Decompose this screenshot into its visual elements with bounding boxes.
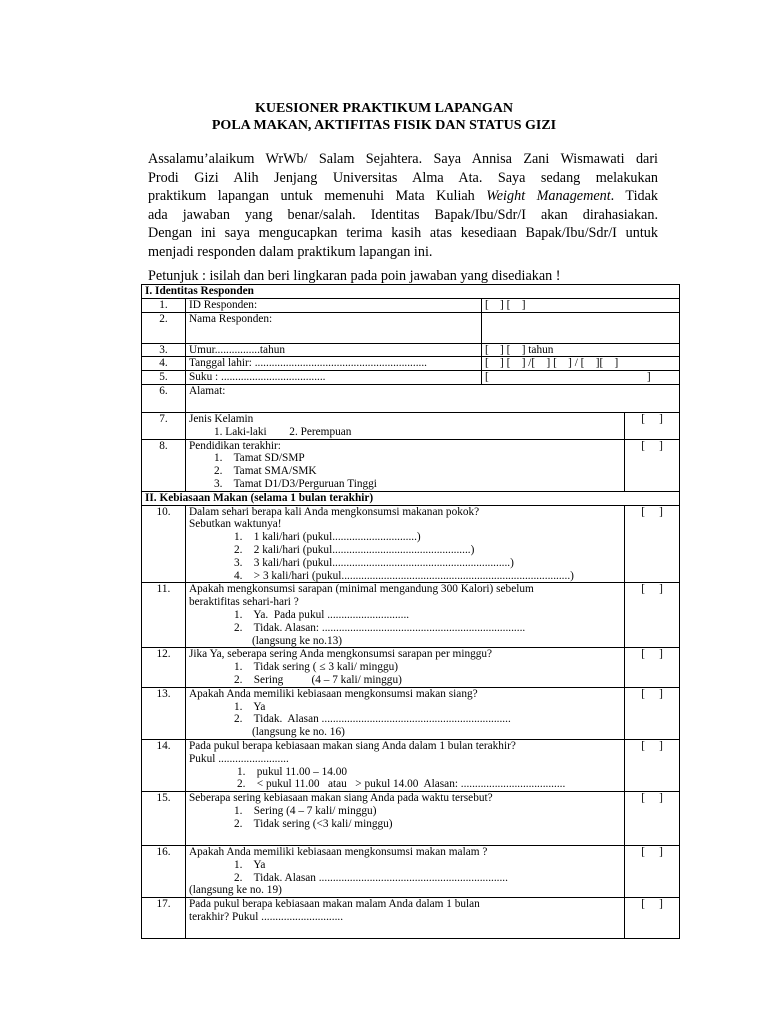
answer-option: 4. > 3 kali/hari (pukul.................................................................................) — [234, 569, 574, 582]
question-cell — [186, 846, 625, 898]
row-number: 3. — [142, 343, 186, 357]
answer-box[interactable]: [ ] — [625, 648, 680, 687]
answer-option: 1. Tidak sering ( ≤ 3 kali/ minggu) — [234, 661, 399, 674]
table-row — [142, 583, 680, 648]
section-eating-title: II. Kebiasaan Makan (selama 1 bulan terakhir) — [142, 491, 680, 505]
question-text: Jenis Kelamin — [189, 412, 254, 425]
question-text: Pada pukul berapa kebiasaan makan malam Anda dalam 1 bulan — [189, 898, 480, 911]
intro-line: praktikum lapangan untuk memenuhi Mata Kuliah Weight Management. Tidak — [148, 188, 659, 205]
question-text: Dalam sehari berapa kali Anda mengkonsumsi makanan pokok? — [189, 505, 480, 518]
question-cell — [186, 792, 625, 846]
table-row — [142, 898, 680, 939]
section-identity-title: I. Identitas Responden — [142, 285, 680, 299]
row-number: 16. — [142, 846, 186, 898]
intro-paragraph — [148, 150, 658, 262]
row-number: 5. — [142, 371, 186, 385]
question-text: beraktifitas sehari-hari ? — [189, 596, 299, 609]
question-text: Pukul ......................... — [189, 752, 289, 765]
answer-box[interactable]: [ ] — [625, 846, 680, 898]
row-number: 13. — [142, 687, 186, 739]
intro-line: Assalamu’alaikum WrWb/ Salam Sejahtera. Saya Annisa Zani Wismawati dari — [148, 151, 658, 167]
answer-option: 1. Ya — [234, 858, 266, 871]
question-text: Apakah Anda memiliki kebiasaan mengkonsumsi makan malam ? — [189, 846, 488, 859]
question-cell — [186, 505, 625, 583]
table-row — [142, 648, 680, 687]
answer-option: 2. 2 kali/hari (pukul.................................................) — [234, 543, 475, 556]
answer-box[interactable]: [ ] — [625, 439, 680, 491]
answer-option: 1. Tamat SD/SMP — [214, 452, 305, 465]
answer-box[interactable]: [ ] — [625, 583, 680, 648]
row-number: 6. — [142, 384, 186, 412]
question-text: terakhir? Pukul ............................. — [189, 911, 344, 924]
table-row — [142, 792, 680, 846]
field-label: Umur................tahun — [186, 343, 482, 357]
intro-line: Prodi Gizi Alih Jenjang Universitas Alma Ata. Saya sedang melakukan — [148, 169, 658, 186]
answer-option: 1. 1 kali/hari (pukul..............................) — [234, 531, 421, 544]
row-number: 1. — [142, 298, 186, 312]
row-number: 7. — [142, 412, 186, 439]
answer-option: 3. 3 kali/hari (pukul...............................................................) — [234, 556, 514, 569]
row-number: 10. — [142, 505, 186, 583]
question-text: Jika Ya, seberapa sering Anda mengkonsumsi sarapan per minggu? — [189, 648, 493, 661]
answer-box[interactable]: [ ] — [625, 792, 680, 846]
table-row — [142, 357, 680, 371]
answer-box[interactable]: [ ] — [625, 412, 680, 439]
nama-responden-field[interactable] — [482, 312, 680, 343]
answer-option: 2. Tidak. Alasan: ........................................................................ — [234, 621, 526, 634]
question-text: Apakah Anda memiliki kebiasaan mengkonsumsi makan siang? — [189, 687, 478, 700]
section-header — [142, 491, 680, 505]
table-row — [142, 343, 680, 357]
answer-option: 2. Tidak. Alasan ................................................................... — [234, 871, 508, 884]
question-cell — [186, 687, 625, 739]
answer-option: 2. < pukul 11.00 atau > pukul 14.00 Alasan: ..................................... — [237, 778, 566, 791]
id-responden-field[interactable]: [ ] [ ] — [482, 298, 680, 312]
answer-option: 2. Sering (4 – 7 kali/ minggu) — [234, 673, 402, 686]
intro-line: menjadi responden dalam praktikum lapangan ini. — [148, 243, 433, 260]
questionnaire-subtitle: POLA MAKAN, AKTIFITAS FISIK DAN STATUS GIZI — [211, 118, 557, 133]
question-text: Apakah mengkonsumsi sarapan (minimal mengandung 300 Kalori) sebelum — [189, 583, 534, 596]
table-row — [142, 739, 680, 791]
answer-option: 1. pukul 11.00 – 14.00 — [237, 765, 348, 778]
question-text: Pada pukul berapa kebiasaan makan siang Anda dalam 1 bulan terakhir? — [189, 739, 516, 752]
question-text: Seberapa sering kebiasaan makan siang Anda pada waktu tersebut? — [189, 792, 493, 805]
answer-option: 1. Sering (4 – 7 kali/ minggu) — [234, 804, 377, 817]
question-text: Pendidikan terakhir: — [189, 439, 281, 452]
skip-note: (langsung ke no.13) — [252, 634, 343, 647]
question-cell — [186, 583, 625, 648]
table-row — [142, 412, 680, 439]
row-number: 4. — [142, 357, 186, 371]
row-number: 11. — [142, 583, 186, 648]
intro-line: ada jawaban yang benar/salah. Identitas Bapak/Ibu/Sdr/I akan dirahasiakan. — [148, 206, 658, 223]
course-name: Weight Management — [486, 188, 611, 205]
answer-option: 2. Tidak. Alasan ................................................................... — [234, 713, 511, 726]
question-cell — [186, 439, 625, 491]
table-row — [142, 439, 680, 491]
question-cell — [186, 898, 625, 939]
suku-field[interactable]: [ ] — [482, 371, 680, 385]
table-row — [142, 371, 680, 385]
answer-option: 2. Tamat SMA/SMK — [214, 465, 317, 478]
answer-box[interactable]: [ ] — [625, 739, 680, 791]
answer-option: 3. Tamat D1/D3/Perguruan Tinggi — [214, 477, 377, 490]
question-cell — [186, 648, 625, 687]
question-cell — [186, 739, 625, 791]
table-row — [142, 312, 680, 343]
question-text: Sebutkan waktunya! — [189, 518, 282, 531]
section-header — [142, 285, 680, 299]
field-label: Suku : ..................................... — [186, 371, 482, 385]
row-number: 15. — [142, 792, 186, 846]
row-number: 17. — [142, 898, 186, 939]
answer-options: 1. Laki-laki 2. Perempuan — [214, 425, 352, 438]
skip-note: (langsung ke no. 16) — [252, 726, 345, 739]
instructions: Petunjuk : isilah dan beri lingkaran pada poin jawaban yang disediakan ! — [148, 268, 561, 284]
question-cell — [186, 412, 625, 439]
intro-line: Dengan ini saya mengucapkan terima kasih atas kesediaan Bapak/Ibu/Sdr/I untuk — [148, 225, 658, 242]
table-row — [142, 846, 680, 898]
answer-option: 1. Ya. Pada pukul ............................. — [234, 608, 410, 621]
row-number: 8. — [142, 439, 186, 491]
field-label: ID Responden: — [186, 298, 482, 312]
skip-note: (langsung ke no. 19) — [189, 884, 282, 897]
table-row — [142, 384, 680, 412]
table-row — [142, 298, 680, 312]
umur-field[interactable]: [ ] [ ] tahun — [482, 343, 680, 357]
alamat-field[interactable]: Alamat: — [186, 384, 680, 412]
questionnaire-table — [141, 284, 680, 939]
table-row — [142, 505, 680, 583]
answer-option: 1. Ya — [234, 700, 266, 713]
row-number: 14. — [142, 739, 186, 791]
field-label: Nama Responden: — [186, 312, 482, 343]
row-number: 12. — [142, 648, 186, 687]
answer-box[interactable]: [ ] — [625, 505, 680, 583]
table-row — [142, 687, 680, 739]
row-number: 2. — [142, 312, 186, 343]
answer-box[interactable]: [ ] — [625, 687, 680, 739]
answer-option: 2. Tidak sering (<3 kali/ minggu) — [234, 817, 393, 830]
field-label: Tanggal lahir: ............................................................. — [186, 357, 482, 371]
answer-box[interactable]: [ ] — [625, 898, 680, 939]
questionnaire-title: KUESIONER PRAKTIKUM LAPANGAN — [255, 101, 513, 116]
tanggal-lahir-field[interactable]: [ ] [ ] /[ ] [ ] / [ ][ ] — [482, 357, 680, 371]
